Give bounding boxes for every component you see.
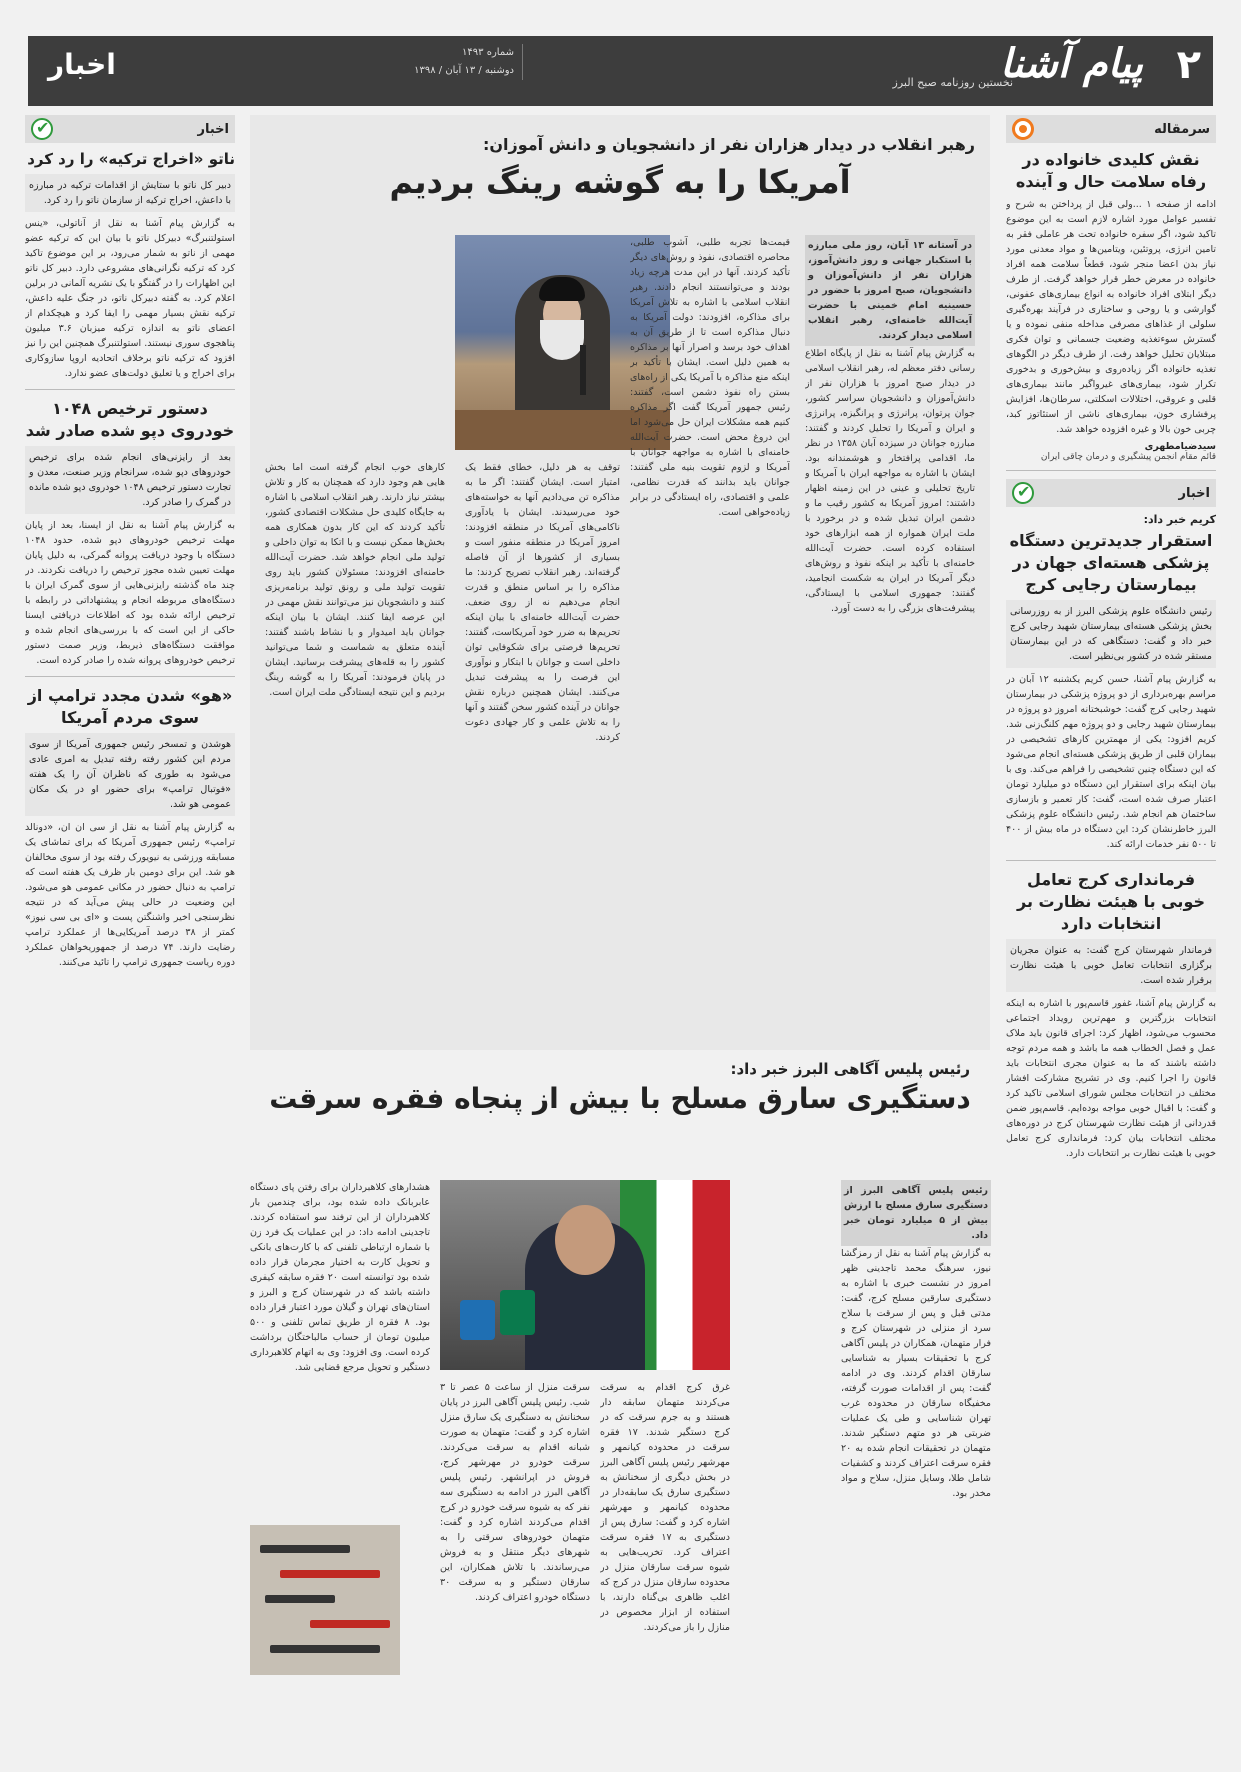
second-story-kicker: رئیس پلیس آگاهی البرز خبر داد: xyxy=(730,1060,970,1078)
second-story-text-3: سرقت منزل از ساعت ۵ عصر تا ۳ شب. رئیس پلیس آگاهی البرز در پایان سخنانش به دستگیری یک سارق منزل اشاره کرد و گفت: متهمان به صورت شبانه اقدام به سرقت می‌کردند. سرقت خودرو در مهرشهر کرج، فروش در اپرانشهر. رئیس پلیس آگاهی البرز در ادامه به دستگیری سه نفر که به شیوه سرقت خودرو در کرج اقدام می‌کردند اشاره کرد و گفت: متهمان خودروهای سرقتی را به شهرهای دیگر منتقل و به فروش می‌رساندند. با تلاش همکاران، این سارقان دستگیر و به سرقت ۳۰ دستگاه خودرو اعتراف کردند. xyxy=(440,1382,590,1603)
second-story-text-4: هشدارهای کلاهبرداران برای رفتن پای دستگاه عابربانک داده شده بود، برای چندمین بار کلاهبرداران از این ترفند سو استفاده کردند. تاجدینی ادامه داد: در این عملیات یک فرد زن با شماره ارتباطی تلفنی که با کارت‌های بانکی و تحویل کارت به اختیار مجرمان قرار داده شده بود توانسته است ۲۰ فقره سابقه کیفری داشته باشد که در شهرستان کرج و البرز و استان‌های تهران و گیلان مورد اعتبار قرار داده بود. ۸ فقره از طریق تماس تلفنی و ۵۰۰ میلیون تومان از حساب مالباختگان برداشت کرده است. وی افزود: وی به اتهام کلاهبرداری دستگیر و تحویل مرجع قضایی شد. xyxy=(250,1182,430,1373)
news-header xyxy=(25,115,235,143)
issue-info xyxy=(414,44,523,80)
trump-body: به گزارش پیام آشنا به نقل از سی ان ان، «دونالد ترامپ» رئیس جمهوری آمریکا که برای تماشای یک مسابقه ورزشی به نیویورک رفته بود از سوی مخالفان هو شد. این برای دومین بار ظرف یک هفته است که ترامپ به دنبال حضور در مکانی عمومی هو می‌شود. این وضعیت در حالی پیش می‌آید که در نتیجه نظرسنجی اخیر واشنگتن پست و «ای بی سی نیوز» کمتر از ۳۸ درصد آمریکایی‌ها از عملکرد ترامپ رضایت دارند. ۷۴ درصد از جمهوریخواهان عملکرد دوره ریاست جمهوری ترامپ را تائید می‌کنند. xyxy=(25,822,235,968)
trump-title: «هو» شدن مجدد ترامپ از سوی مردم آمریکا xyxy=(27,686,233,727)
second-story-column-1 xyxy=(841,1180,991,1760)
news2-title: فرمانداری کرج تعامل خوبی با هیئت نظارت بر انتخابات دارد xyxy=(1017,870,1205,933)
editorial-author-role: قائم مقام انجمن پیشگیری و درمان چاقی ایران xyxy=(1040,452,1216,462)
second-story xyxy=(250,1060,990,1115)
cars-title: دستور ترخیص ۱۰۴۸ خودروی دپو شده صادر شد xyxy=(25,399,235,440)
second-story-text-1: به گزارش پیام آشنا به نقل از رمزگشا نیوز، سرهنگ محمد تاجدینی ظهر امروز در نشست خبری با اشاره به دستگیری سارقین مسلح کرج، گفت: مدتی قبل و پس از سرقت با سلاح سرد از منزلی در شهرستان کرج و فرار متهمان، همکاران در پلیس آگاهی کرج با تحقیقات بسیار به شناسایی سارقان اقدام کردند. وی در ادامه گفت: پس از اقدامات صورت گرفته، مخفیگاه سارقان در محدوده غرب تهران شناسایی و طی یک عملیات ضربتی هر دو متهم دستگیر شدند. متهمان در تحقیقات انجام شده به ۲۰ فقره سرقت اعتراف کردند و کشفیات شامل طلا، وسایل منزل، سلاح و مواد مخدر بود. xyxy=(841,1248,991,1499)
news1-title: استقرار جدیدترین دستگاه پزشکی هسته‌ای جهان در بیمارستان رجایی کرج xyxy=(1009,531,1213,594)
nato-body: به گزارش پیام آشنا به نقل از آناتولی، «ینس استولتنبرگ» دبیرکل ناتو با بیان این که ترکیه عضو مهمی از ناتو به شمار می‌رود، بر این موضوع تاکید کرد که ترکیه نگرانی‌های مشروعی دارد. دبیر کل ناتو این اظهارات را در گفتگو با یک نشریه آلمانی در برلین اعلام کرد. به گفته دبیرکل ناتو، در جنگ علیه داعش، ترکیه نقش بسیار مهمی را ایفا کرد و هیچکدام از اعضای ناتو به اندازه ترکیه میزبان ۳.۶ میلیون پناهجوی سوری نیستند. استولتنبرگ همچنین این را نیز افزود که ترکیه ناتو برخلاف اتحادیه اروپا سازوکاری برای اخراج و یا تعلیق دولت‌های عضو ندارد. xyxy=(25,218,235,379)
lead-story-kicker: رهبر انقلاب در دیدار هزاران نفر از دانشجویان و دانش آموزان: xyxy=(482,135,975,154)
seized-tools-photo xyxy=(250,1525,400,1675)
lead-story xyxy=(250,115,990,1050)
photo-tool xyxy=(260,1545,350,1553)
news1-body: به گزارش پیام آشنا، حسن کریم یکشنبه ۱۲ آبان در مراسم بهره‌برداری از دو پروژه پزشکی در بیمارستان شهید رجایی کرج گفت: خوشبختانه امروز دو پروژه در بیمارستان شهید رجایی و دو پروژه مهم کلنگ‌زنی شد. کریم افزود: یکی از مهمترین کارهای تشخیصی در بیماران قلبی از طریق پزشکی هسته‌ای انجام می‌شود که این دستگاه چنین تشخیصی را فراهم می‌کند. وی با بیان اینکه برای استقرار این دستگاه دو میلیارد تومان اعتبار صرف شده است، گفت: کار تعمیر و بازسازی ساختمان هم انجام شد. رئیس دانشگاه علوم پزشکی البرز خاطرنشان کرد: این دستگاه در ماه بیش از ۴۰۰ تا ۵۰۰ نفر خدمات ارائه کند. xyxy=(1006,674,1216,850)
second-story-text-2: غرق کرج اقدام به سرقت می‌کردند متهمان سابقه دار هستند و به جرم سرقت که در کرج دستگیر شدند. ۱۷ فقره سرقت در محدوده کیانمهر و مهرشهر رئیس پلیس آگاهی البرز در بخش دیگری از سخنانش به دستگیری سارق یک سابقه‌دار در محدوده کیانمهر و مهرشهر اشاره کرد و گفت: سارق پس از دستگیری به ۱۷ فقره سرقت اعتراف کرد. تخریب‌هایی به شیوه سرقت سارقان منزل در محدوده سارقان منزل در کرج که اغلب ظاهری بی‌گناه دارند، با استفاده از ابزار مخصوص در منازل را باز می‌کردند. xyxy=(600,1382,730,1633)
photo-turban xyxy=(539,277,585,301)
section-title: اخبار xyxy=(48,48,116,81)
issue-date: دوشنبه / ۱۳ آبان / ۱۳۹۸ xyxy=(414,65,514,76)
news-label: اخبار xyxy=(1178,485,1210,501)
news-label: اخبار xyxy=(197,121,229,137)
news1-kicker: کریم خبر داد: xyxy=(1143,513,1216,526)
left-column xyxy=(25,115,235,1760)
editorial-title: نقش کلیدی خانواده در رفاه سلامت حال و آینده xyxy=(1015,150,1207,191)
right-column xyxy=(1006,115,1216,1760)
photo-tool xyxy=(270,1645,380,1653)
lead-story-text-1: به گزارش پیام آشنا به نقل از پایگاه اطلاع رسانی دفتر معظم له، رهبر انقلاب اسلامی در دیدار صبح امروز با هزاران نفر از دانش‌آموزان و دانشجویان سراسر کشور، جوان پرتوان، پرانرژی و پرانگیزه، پرانرژی و ایران و آمریکا را تحلیل کردند و گفتند: مبارزه جوانان در سیزده آبان ۱۳۵۸ در نظر ما، اقدامی پرافتخار و هوشمندانه بود. ایشان با اشاره به مواجهه ایران با آمریکا و تاریخ تحلیلی و عینی در این زمینه اظهار داشتند: امروز آمریکا به کشور رقیب ما و دشمن ایران تبدیل شده و در برخورد با ملت ایران همواره از همه ابزارهای خود استفاده کرده است. حضرت آیت‌الله خامنه‌ای با تأکید بر اینکه نفوذ و روش‌های دیگر آمریکا در ایران به شکست انجامید، گفتند: جمهوری اسلامی با ایستادگی، پیشرفت‌های بزرگی را به دست آورد. xyxy=(805,348,975,614)
lead-story-text-3: توقف به هر دلیل، خطای فقط یک امتیاز است. ایشان گفتند: اگر ما به مذاکره تن می‌دادیم آنها به خواسته‌های خود می‌رسیدند. ایشان با یادآوری ناکامی‌های آمریکا در منطقه افزودند: امروز آمریکا در منطقه منفور است و بسیاری از کشورها از آن فاصله گرفته‌اند. رهبر انقلاب تصریح کردند: ما مذاکره را بر اساس منطق و قدرت انجام می‌دهیم نه از روی ضعف. حضرت آیت‌الله خامنه‌ای با بیان اینکه تحریم‌ها به ضرر خود آمریکاست، گفتند: تحریم‌ها فرصتی برای شکوفایی توان داخلی است و جوانان با ابتکار و نوآوری این فرصت را به پیشرفت تبدیل می‌کنند. ایشان همچنین درباره نقش جوانان در آینده کشور سخن گفتند و آنها را به تلاش علمی و کار جهادی دعوت کردند. xyxy=(465,462,620,743)
second-story-lead: رئیس پلیس آگاهی البرز از دستگیری سارق مسلح با ارزش بیش از ۵ میلیارد تومان خبر داد. xyxy=(841,1180,991,1246)
lead-story-text-4: کارهای خوب انجام گرفته است اما بخش هایی هم وجود دارد که همچنان به کار و تلاش بیشتر نیاز دارند. رهبر انقلاب اسلامی با اشاره به جایگاه کلیدی حل مشکلات اقتصادی کشور، تأکید کردند که این کار بدون همکاری همه بخش‌ها ممکن نیست و با اتکا به توان داخلی و تولید ملی انجام خواهد شد. حضرت آیت‌الله خامنه‌ای افزودند: مسئولان کشور باید روی تقویت تولید ملی و رونق تولید برنامه‌ریزی کنند و دانشجویان نیز می‌توانند نقش مهمی در این عرصه ایفا کنند. ایشان با بیان اینکه جوانان باید امیدوار و با نشاط باشند گفتند: آینده متعلق به شماست و شما می‌توانید کشور را به قله‌های پیشرفت برسانید. ایشان در پایان فرمودند: آمریکا را به گوشه رینگ بردیم و این نتیجه ایستادگی ملت ایران است. xyxy=(265,462,445,698)
cars-lead: بعد از رایزنی‌های انجام شده برای ترخیص خودروهای دپو شده، سرانجام وزیر صنعت، معدن و تجارت دستور ترخیص ۱۰۴۸ خودروی دپو شده مانده در گمرک را صادر کرد. xyxy=(25,446,235,514)
editorial-author: سیدضیامطهری xyxy=(1144,441,1216,452)
photo-microphone xyxy=(460,1300,495,1340)
photo-tool xyxy=(265,1595,335,1603)
nato-title: ناتو «اخراج ترکیه» را رد کرد xyxy=(27,150,235,168)
cars-body: به گزارش پیام آشنا به نقل از ایسنا، بعد از پایان مهلت ترخیص خودروهای دپو شده، حدود ۱۰۴۸ دستگاه با وجود دریافت پروانه گمرکی، به دلیل پایان مهلت تعیین شده مجوز ترخیص را دریافت نکردند. در چند ماه گذشته رایزنی‌هایی از سوی گمرک ایران با دستگاه‌های مربوطه انجام و پیشنهاداتی در رابطه با ترخیص ارائه شده بود که اطلاعات دریافتی ایسنا حاکی از این است که با بررسی‌های انجام شده و موافقت دستگاه‌های ذیربط، وزیر صمت دستور ترخیص خودروهای پروانه شده را صادر کرده است. xyxy=(25,520,235,666)
editorial-label: سرمقاله xyxy=(1154,121,1210,137)
lead-story-column-4 xyxy=(265,460,445,1035)
divider xyxy=(25,676,235,677)
editorial-header xyxy=(1006,115,1216,143)
page-number: ۲ xyxy=(1176,42,1201,88)
divider xyxy=(25,389,235,390)
photo-tool xyxy=(310,1620,390,1628)
check-icon xyxy=(1012,482,1034,504)
second-story-column-4 xyxy=(250,1180,430,1515)
photo-tool xyxy=(280,1570,380,1578)
photo-microphone xyxy=(500,1290,535,1335)
issue-number: شماره ۱۴۹۳ xyxy=(462,47,514,58)
lead-story-headline: آمریکا را به گوشه رینگ بردیم xyxy=(389,163,851,201)
lead-story-column-3 xyxy=(465,460,620,1035)
newspaper-logo: پیام آشنا xyxy=(1000,40,1143,87)
lead-story-column-1 xyxy=(805,235,975,1035)
lead-story-column-2 xyxy=(630,235,790,1035)
photo-officer-face xyxy=(555,1205,615,1275)
editorial-icon xyxy=(1012,118,1034,140)
second-story-column-3 xyxy=(440,1380,590,1760)
divider xyxy=(1006,860,1216,861)
newspaper-tagline: نخستین روزنامه صبح البرز xyxy=(892,76,1013,89)
news2-body: به گزارش پیام آشنا، غفور قاسم‌پور با اشاره به اینکه انتخابات بزرگترین و مهم‌ترین رویداد اجتماعی محسوب می‌شود، اظهار کرد: اجرای قانون باید ملاک عمل و فصل الخطاب همه ما باشد و همه مردم توجه داشته باشند که ما به عنوان مجری انتخابات باید قانون را اجرا کنیم. وی در تشریح مشارکت افشار مختلف در انتخابات مجلس شورای اسلامی تاکید کرد و گفت: با اقبال خوبی مواجه بوده‌ایم. قاسم‌پور ضمن قدردانی از هیئت نظارت شهرستان کرج در دوره‌های مختلف انتخابات بیان کرد: فرمانداری کرج تعامل خوبی با هیئت نظارت بر انتخابات دارد. xyxy=(1006,998,1216,1159)
news1-lead: رئیس دانشگاه علوم پزشکی البرز از به روزرسانی بخش پزشکی هسته‌ای بیمارستان شهید رجایی کرج خبر داد و گفت: دستگاهی که در این بیمارستان مستقر شده در کشور بی‌نظیر است. xyxy=(1006,600,1216,668)
nato-lead: دبیر کل ناتو با ستایش از اقدامات ترکیه در مبارزه با داعش، اخراج ترکیه از سازمان ناتو را رد کرد. xyxy=(25,174,235,212)
lead-story-lead: در آستانه ۱۳ آبان، روز ملی مبارزه با استکبار جهانی و روز دانش‌آموز، هزاران نفر از دانش‌آموزان و دانشجویان، صبح امروز با حضور در حسینیه امام خمینی با حضرت آیت‌الله خامنه‌ای، رهبر انقلاب اسلامی دیدار کردند. xyxy=(805,235,975,346)
photo-microphone xyxy=(580,345,586,395)
police-chief-photo xyxy=(440,1180,730,1370)
divider xyxy=(1006,470,1216,471)
second-story-column-2 xyxy=(600,1380,730,1760)
news2-lead: فرماندار شهرستان کرج گفت: به عنوان مجریان برگزاری انتخابات تعامل خوبی با هیئت نظارت برقرار شده است. xyxy=(1006,939,1216,992)
news-header xyxy=(1006,479,1216,507)
editorial-body: ادامه از صفحه ۱ ...ولی قبل از پرداختن به شرح و تفسیر عوامل مورد اشاره لازم است به این موضوع تاکید شود، اگر سفره خانواده تحت هر عاملی فقر به تامین انرژی، پروتئین، ویتامین‌ها و مواد معدنی مورد نیاز بدن اعضا منجر شود، قطعاً سلامت همه افراد خانواده در معرض خطر قرار خواهد گرفت. از طرف دیگر ابتلای افراد خانواده به انواع بیماری‌های عفونی، گوارشی و یا روحی و ساختاری در فرآیند بهره‌گیری سلولی از غذاهای مصرفی مداخله منفی نموده و یا گسترش سوءتغذیه وضعیت جسمانی و توان فکری مبتلایان تحلیل خواهد رفت. از طرف دیگر در الگوهای تغذیه خانواده اگر زیاده‌روی و بیش‌خوری و بدخوری تکرار شود، بیماری‌های غیرواگیر مانند بیماری‌های قلبی و عروقی، اختلالات اسکلتی، سرطان‌ها، افزایش پرفشاری خون، بیماری‌های ناشی از استئاتوز کبد، چربی خون بالا و غیره افزوده خواهد شد. xyxy=(1006,199,1216,435)
check-icon xyxy=(31,118,53,140)
trump-lead: هوشدن و تمسخر رئیس جمهوری آمریکا از سوی مردم این کشور رفته رفته تبدیل به امری عادی می‌شود به طوری که ناظران آن را یک هفته «فوتبال ترامپ» برای حضور او در یک مکان عمومی هو شد. xyxy=(25,733,235,816)
lead-story-text-2: قیمت‌ها تجربه طلبی، آشوب طلبی، محاصره اقتصادی، نفوذ و روش‌های دیگر تأکید کردند. آنها در این مدت هرچه زیاد بودند و می‌توانستند انجام دادند. رهبر انقلاب اسلامی با اشاره به تلاش آمریکا برای مذاکره، افزودند: دولت آمریکا به دنبال مذاکره است تا از طریق آن به اهداف خود برسد و اصرار آنها بر مذاکره به همین دلیل است. ایشان با تأکید بر اینکه منع مذاکره با آمریکا یکی از راه‌های بستن راه نفوذ دشمن است، گفتند: رئیس جمهور آمریکا گفت اگر مذاکره کنیم همه مشکلات ایران حل می‌شود اما این دروغ محض است. حضرت آیت‌الله خامنه‌ای با اشاره به مواجهه جوانان با آمریکا و لزوم تقویت بنیه ملی گفتند: جوانان باید بدانند که قدرت نظامی، علمی و اقتصادی، راه ایستادگی در برابر زیاده‌خواهی است. xyxy=(630,237,790,518)
masthead-bar xyxy=(28,36,1213,106)
second-story-headline: دستگیری سارق مسلح با بیش از پنجاه فقره سرقت xyxy=(269,1082,971,1115)
